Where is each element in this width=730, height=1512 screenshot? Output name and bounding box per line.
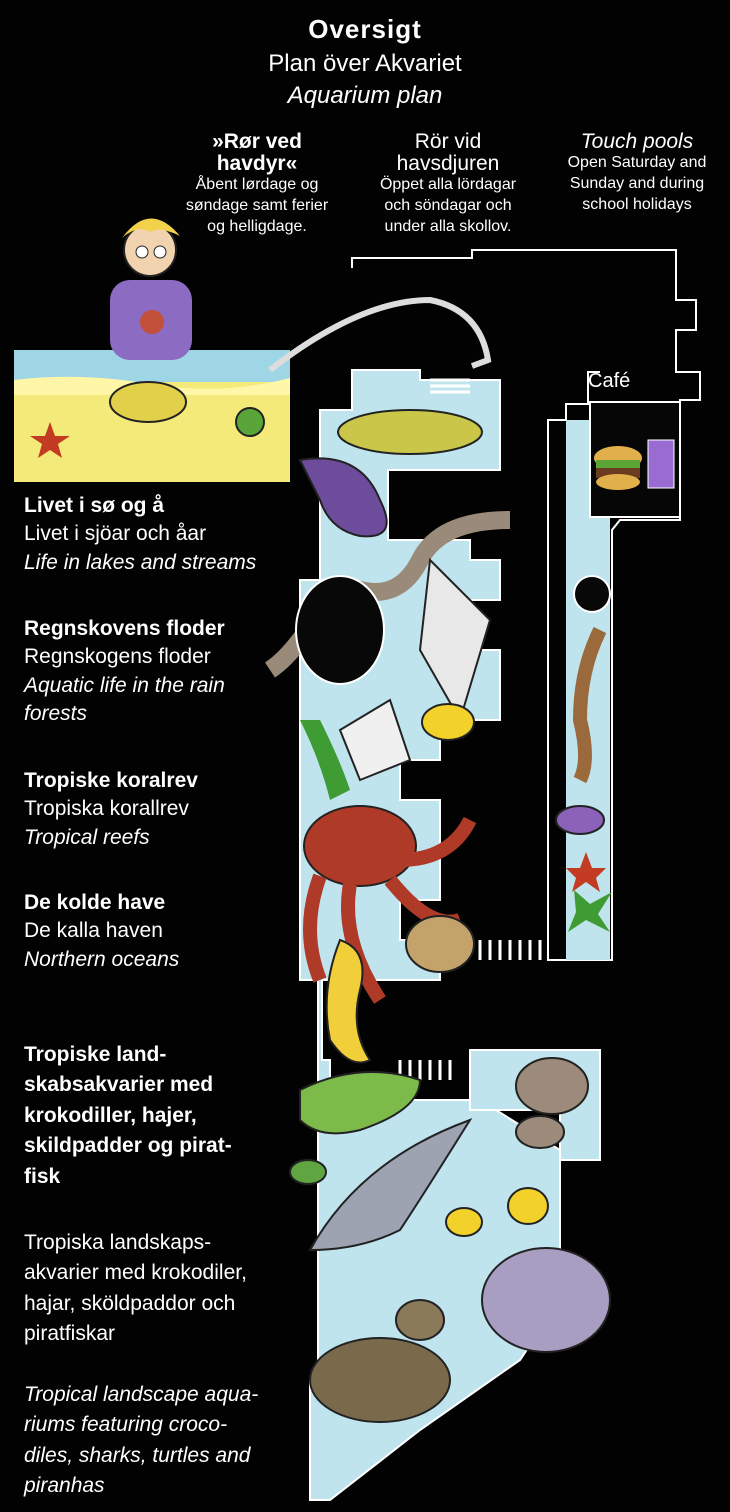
zone-title-se-1: Tropiska landskaps- bbox=[24, 1231, 212, 1254]
page-title-se: Plan över Akvariet bbox=[268, 50, 462, 77]
stairs-middle bbox=[480, 940, 540, 960]
touch-pools-hours-dk-1: Åbent lørdage og bbox=[195, 176, 319, 194]
zone-title-dk-4: skildpadder og pirat- bbox=[24, 1134, 232, 1158]
touch-pools-hours-se-2: och söndagar och bbox=[384, 196, 512, 214]
touch-pools-heading-se-1: Rör vid bbox=[414, 130, 482, 153]
flatfish-icon bbox=[110, 382, 186, 422]
arrow-icon bbox=[270, 300, 488, 370]
page-title-dk: Oversigt bbox=[308, 14, 422, 44]
cafe-label: Café bbox=[588, 370, 631, 392]
zone-title-dk: Tropiske koralrev bbox=[24, 769, 198, 792]
touch-pools-heading-dk-1: »Rør ved bbox=[212, 130, 302, 153]
zone-title-dk-1: Tropiske land- bbox=[24, 1043, 167, 1066]
zone-title-se-2: akvarier med krokodiler, bbox=[24, 1261, 247, 1285]
zone-tropical-landscape-en bbox=[24, 1380, 294, 1502]
grouper-icon bbox=[482, 1248, 610, 1352]
touch-pools-hours-dk-2: søndage samt ferier bbox=[185, 196, 329, 214]
child-icon bbox=[110, 218, 192, 360]
page-title-en: Aquarium plan bbox=[287, 82, 443, 109]
zone-title-dk: Regnskovens floder bbox=[24, 617, 225, 640]
crab-icon bbox=[236, 408, 264, 436]
zone-title-se-4: piratfiskar bbox=[24, 1322, 116, 1346]
zone-title-se-3: hajar, sköldpaddor och bbox=[24, 1291, 236, 1315]
zone-title-se: Tropiska korallrev bbox=[24, 797, 189, 821]
touch-pools-hours-en-1: Open Saturday and bbox=[567, 154, 707, 172]
zone-title-en-1: Aquatic life in the rain bbox=[24, 673, 225, 697]
touch-pools-hours-dk-3: og helligdage. bbox=[207, 217, 307, 235]
zone-title-en: Tropical reefs bbox=[24, 825, 150, 849]
zone-title-en-3: diles, sharks, turtles and bbox=[24, 1443, 251, 1467]
pike-icon bbox=[338, 410, 482, 454]
zone-tropical-reefs bbox=[24, 767, 299, 852]
zone-title-en: Northern oceans bbox=[24, 947, 180, 971]
zone-title-dk: Livet i sø og å bbox=[24, 494, 165, 517]
touch-pools-hours-en-2: Sunday and during bbox=[569, 174, 705, 192]
zone-title-dk-2: skabsakvarier med bbox=[24, 1073, 214, 1097]
zone-title-se: Livet i sjöar och åar bbox=[24, 522, 207, 546]
zone-rainforest-rivers bbox=[24, 615, 299, 728]
zone-title-en: Life in lakes and streams bbox=[24, 550, 257, 574]
zone-title-dk: De kolde have bbox=[24, 891, 166, 914]
zone-title-en-1: Tropical landscape aqua- bbox=[24, 1383, 259, 1406]
small-turtle-icon bbox=[290, 1160, 326, 1184]
touch-pools-hours-se-3: under alla skollov. bbox=[384, 217, 512, 235]
zone-title-dk-5: fisk bbox=[24, 1164, 61, 1188]
zone-title-en-2: forests bbox=[24, 702, 88, 726]
zone-title-se: Regnskogens floder bbox=[24, 645, 211, 669]
stingray-icon bbox=[296, 576, 384, 684]
zone-northern-oceans bbox=[24, 889, 299, 974]
zone-title-en-2: riums featuring croco- bbox=[24, 1413, 228, 1437]
touch-pools-heading-en: Touch pools bbox=[580, 130, 694, 153]
zone-title-se: De kalla haven bbox=[24, 919, 163, 943]
lumpfish-icon bbox=[406, 916, 474, 972]
zone-title-en-4: piranhas bbox=[24, 1474, 105, 1498]
touch-pools-hours-se-1: Öppet alla lördagar bbox=[379, 176, 517, 194]
zone-tropical-landscape-dk bbox=[24, 1040, 264, 1192]
zone-lakes-streams bbox=[24, 492, 299, 577]
touch-pools-hours-en-3: school holidays bbox=[582, 195, 692, 213]
zone-tropical-landscape-se bbox=[24, 1228, 294, 1350]
touch-pools-heading-dk-2: havdyr« bbox=[216, 152, 298, 176]
touch-pools-heading-se-2: havsdjuren bbox=[396, 152, 500, 176]
zone-title-dk-3: krokodiller, hajer, bbox=[24, 1103, 197, 1127]
